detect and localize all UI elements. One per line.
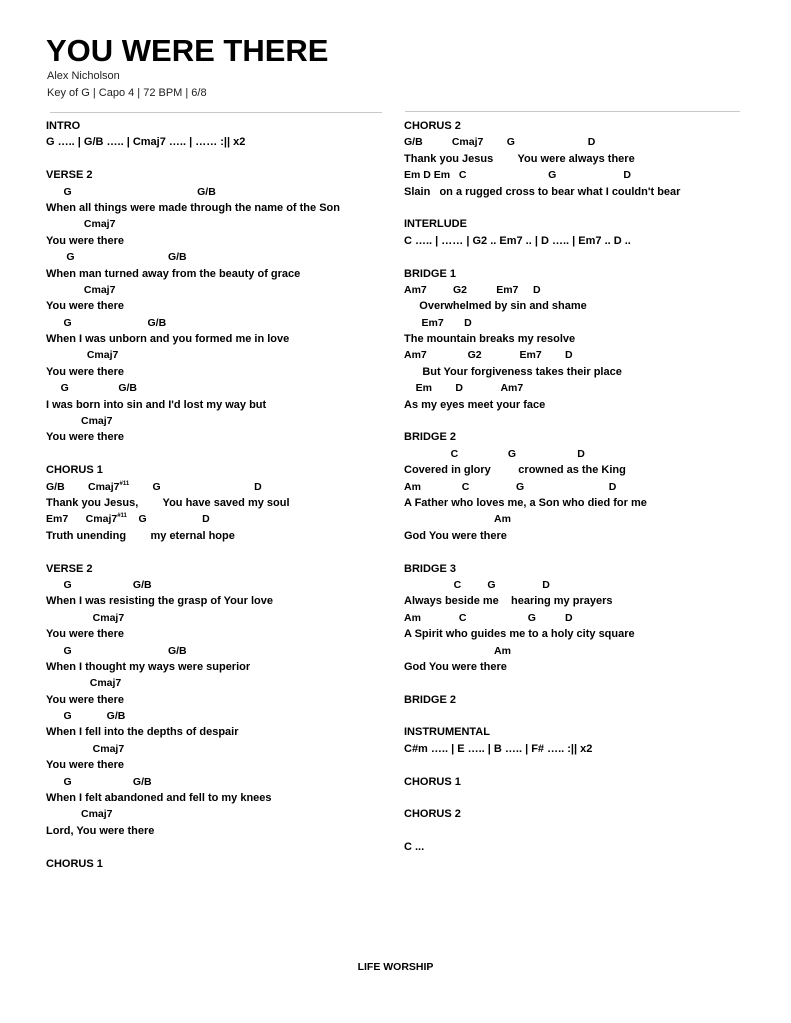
right-heading-line: BRIDGE 2: [404, 431, 456, 444]
left-chord-line: G G/B: [46, 185, 216, 198]
right-column: [404, 118, 784, 856]
right-heading-line: CHORUS 1: [404, 775, 461, 788]
left-lyric-line: When I felt abandoned and fell to my knees: [46, 792, 272, 805]
left-lyric-line: You were there: [46, 431, 125, 444]
chord-text: G/B Cmaj7: [46, 480, 120, 493]
left-chord-line: [46, 479, 396, 495]
left-chord-line: Cmaj7: [46, 349, 119, 362]
left-lyric-line: G ….. | G/B ….. | Cmaj7 ….. | …… :|| x2: [46, 136, 246, 149]
right-lyric-line: A Spirit who guides me to a holy city square: [404, 628, 635, 641]
left-chord-line: Cmaj7: [46, 677, 122, 690]
chord-text: Em7 Cmaj7: [46, 513, 118, 526]
right-blank-line: [404, 249, 784, 265]
right-lyric-line: Overwhelmed by sin and shame: [404, 300, 587, 313]
right-blank-line: [404, 790, 784, 806]
left-lyric-line: Thank you Jesus, You have saved my soul: [46, 496, 290, 509]
left-lyric-line: You were there: [46, 365, 125, 378]
right-lyric-line: But Your forgiveness takes their place: [404, 365, 622, 378]
left-chord-line: G G/B: [46, 251, 187, 264]
right-heading-line: CHORUS 2: [404, 808, 461, 821]
left-heading-line: INTRO: [46, 120, 81, 132]
right-blank-line: [404, 544, 784, 560]
left-chord-line: G G/B: [46, 775, 152, 788]
left-chord-line: G G/B: [46, 316, 167, 329]
left-chord-line: G G/B: [46, 644, 187, 657]
right-lyric-line: God You were there: [404, 529, 507, 542]
left-lyric-line: I was born into sin and I'd lost my way but: [46, 398, 267, 411]
left-chord-line: Cmaj7: [46, 808, 113, 821]
right-chord-line: Am C G D: [404, 480, 617, 493]
right-lyric-line: As my eyes meet your face: [404, 398, 546, 411]
left-blank-line: [46, 446, 396, 462]
left-chord-line: G G/B: [46, 382, 138, 395]
right-blank-line: [404, 823, 784, 839]
left-lyric-line: When I thought my ways were superior: [46, 660, 251, 673]
left-blank-line: [46, 151, 396, 167]
left-column: [46, 118, 396, 872]
right-blank-line: [404, 413, 784, 429]
left-chord-line: Cmaj7: [46, 415, 113, 428]
right-chord-line: Am7 G2 Em7 D: [404, 349, 573, 362]
right-lyric-line: C ...: [404, 841, 425, 854]
left-chord-line: Cmaj7: [46, 611, 125, 624]
song-title: YOU WERE THERE: [46, 33, 329, 68]
right-lyric-line: God You were there: [404, 660, 507, 673]
left-heading-line: VERSE 2: [46, 169, 93, 182]
right-blank-line: [404, 757, 784, 773]
right-chord-line: Em7 D: [404, 316, 472, 329]
left-lyric-line: You were there: [46, 234, 125, 247]
left-chord-line: Cmaj7: [46, 218, 116, 231]
right-lyric-line: Slain on a rugged cross to bear what I couldn't bear: [404, 185, 681, 198]
right-chord-line: C G D: [404, 578, 550, 591]
left-chord-line: Cmaj7: [46, 283, 116, 296]
left-lyric-line: You were there: [46, 628, 125, 641]
chord-extension: #11: [117, 513, 127, 520]
right-lyric-line: Always beside me hearing my prayers: [404, 595, 613, 608]
right-chord-line: Am7 G2 Em7 D: [404, 283, 541, 296]
right-chord-line: C G D: [404, 447, 585, 460]
left-heading-line: VERSE 2: [46, 562, 93, 575]
right-lyric-line: A Father who loves me, a Son who died for me: [404, 496, 647, 509]
left-lyric-line: Truth unending my eternal hope: [46, 529, 235, 542]
chord-extension: #11: [119, 480, 130, 487]
left-column-divider: [50, 112, 382, 113]
right-lyric-line: C ….. | …… | G2 .. Em7 .. | D ….. | Em7 .. D ..: [404, 234, 631, 247]
left-chord-line: G G/B: [46, 710, 126, 723]
right-heading-line: BRIDGE 1: [404, 267, 456, 280]
right-chord-line: Am: [404, 644, 511, 657]
left-lyric-line: When I fell into the depths of despair: [46, 726, 239, 739]
right-chord-line: Em D Em C G D: [404, 169, 631, 182]
right-blank-line: [404, 708, 784, 724]
left-chord-line: G G/B: [46, 578, 152, 591]
right-lyric-line: Covered in glory crowned as the King: [404, 464, 626, 477]
right-lyric-line: Thank you Jesus You were always there: [404, 152, 635, 165]
right-chord-line: Am: [404, 513, 511, 526]
right-heading-line: BRIDGE 3: [404, 562, 456, 575]
left-blank-line: [46, 544, 396, 560]
left-lyric-line: When I was unborn and you formed me in love: [46, 333, 290, 346]
chord-text: G D: [129, 480, 262, 493]
left-chord-line: [46, 511, 396, 527]
right-heading-line: CHORUS 2: [404, 120, 461, 132]
right-heading-line: BRIDGE 2: [404, 693, 456, 706]
left-lyric-line: Lord, You were there: [46, 824, 155, 837]
right-blank-line: [404, 675, 784, 691]
right-chord-line: Am C G D: [404, 611, 573, 624]
song-key-info: Key of G | Capo 4 | 72 BPM | 6/8: [47, 87, 207, 99]
publisher-footer: LIFE WORSHIP: [357, 961, 434, 973]
left-lyric-line: When man turned away from the beauty of grace: [46, 267, 301, 280]
left-lyric-line: When all things were made through the name of the Son: [46, 201, 340, 214]
left-lyric-line: You were there: [46, 693, 125, 706]
left-lyric-line: You were there: [46, 300, 125, 313]
chord-text: G D: [126, 513, 210, 526]
left-heading-line: CHORUS 1: [46, 464, 103, 477]
left-heading-line: CHORUS 1: [46, 857, 103, 870]
left-lyric-line: When I was resisting the grasp of Your love: [46, 595, 273, 608]
right-heading-line: INSTRUMENTAL: [404, 726, 490, 739]
song-author: Alex Nicholson: [47, 70, 120, 82]
left-chord-line: Cmaj7: [46, 742, 125, 755]
left-lyric-line: You were there: [46, 759, 125, 772]
right-blank-line: [404, 200, 784, 216]
right-lyric-line: C#m ….. | E ….. | B ….. | F# ….. :|| x2: [404, 742, 593, 755]
left-blank-line: [46, 839, 396, 855]
right-heading-line: INTERLUDE: [404, 218, 467, 231]
right-chord-line: Em D Am7: [404, 382, 524, 395]
right-lyric-line: The mountain breaks my resolve: [404, 333, 576, 346]
right-chord-line: G/B Cmaj7 G D: [404, 136, 596, 149]
right-column-divider: [405, 111, 740, 112]
